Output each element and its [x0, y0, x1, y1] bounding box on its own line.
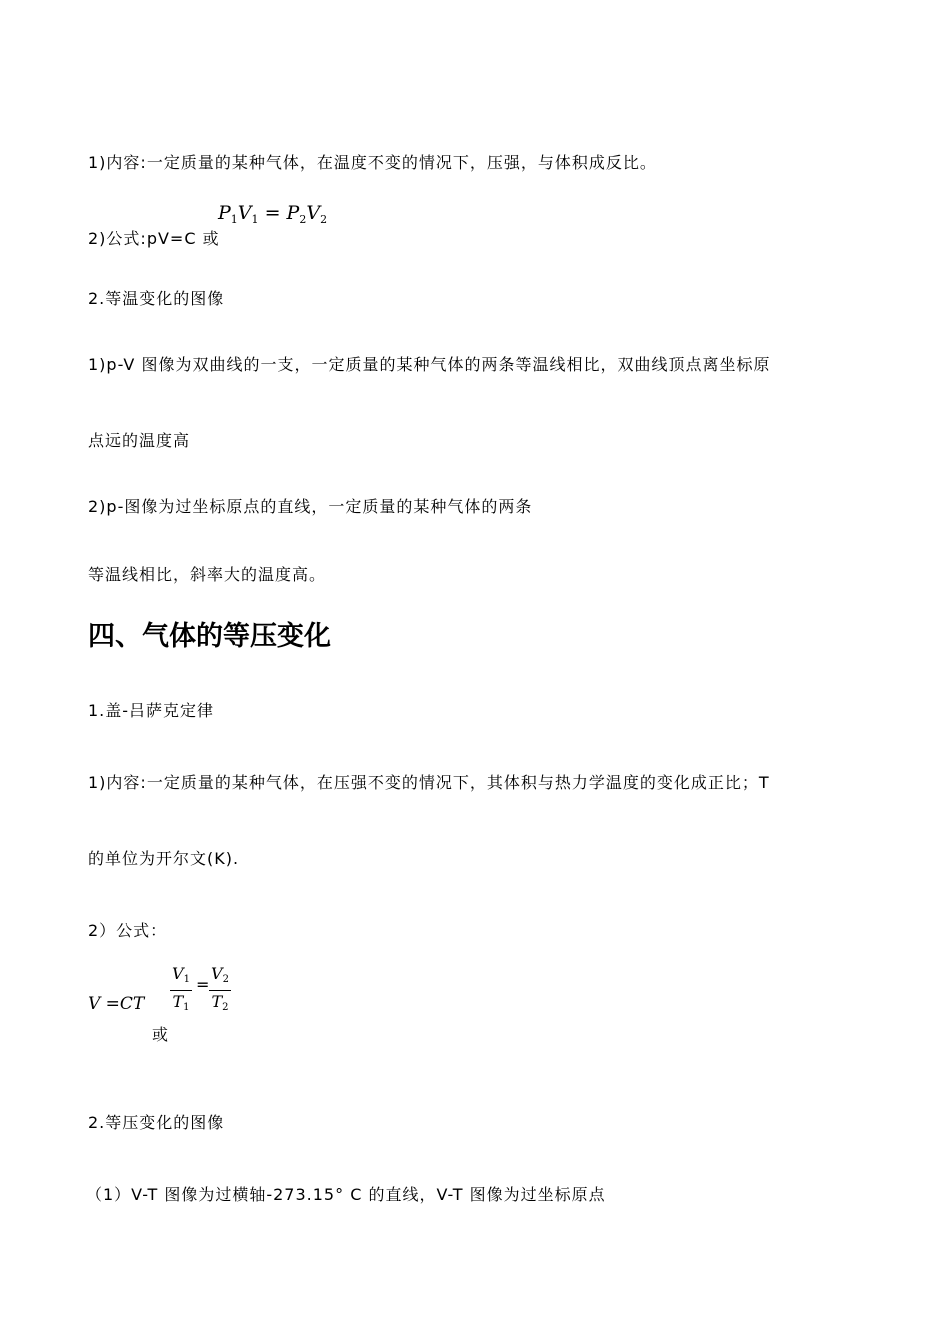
isobaric-graph-title: 2.等压变化的图像 — [88, 1113, 225, 1132]
vt-graph-line: （1）V-T 图像为过横轴-273.15° C 的直线，V-T 图像为过坐标原点 — [86, 1185, 606, 1204]
p-graph-line-1: 2)p-图像为过坐标原点的直线，一定质量的某种气体的两条 — [88, 497, 533, 516]
isobaric-formula-label: 2）公式： — [88, 921, 168, 940]
isothermal-formula-line: 2)公式:pV=C 或 — [88, 229, 220, 248]
fraction-v1-t1: $\frac{V_1}{T_1}$ — [172, 964, 190, 1013]
or-text: 或 — [152, 1025, 169, 1044]
isobaric-content-line-1: 1)内容:一定质量的某种气体，在压强不变的情况下，其体积与热力学温度的变化成正比；T — [88, 773, 770, 792]
isothermal-equation: $P_1V_1 = P_2V_2$ — [218, 202, 328, 226]
gay-lussac-law-title: 1.盖-吕萨克定律 — [88, 701, 215, 720]
isothermal-graph-title: 2.等温变化的图像 — [88, 289, 225, 308]
isobaric-equation-vct: V =CT — [88, 994, 145, 1014]
equals-sign: = — [196, 975, 210, 994]
fraction-v2-t2: $\frac{V_2}{T_2}$ — [211, 964, 229, 1013]
pv-graph-line-1: 1)p-V 图像为双曲线的一支，一定质量的某种气体的两条等温线相比，双曲线顶点离坐标原 — [88, 355, 771, 374]
p-graph-line-2: 等温线相比，斜率大的温度高。 — [88, 565, 327, 584]
section-heading: 四、气体的等压变化 — [88, 621, 331, 652]
pv-graph-line-2: 点远的温度高 — [88, 431, 191, 450]
isothermal-content-line: 1)内容:一定质量的某种气体，在温度不变的情况下，压强，与体积成反比。 — [88, 153, 657, 172]
isobaric-content-line-2: 的单位为开尔文(K). — [88, 849, 240, 868]
